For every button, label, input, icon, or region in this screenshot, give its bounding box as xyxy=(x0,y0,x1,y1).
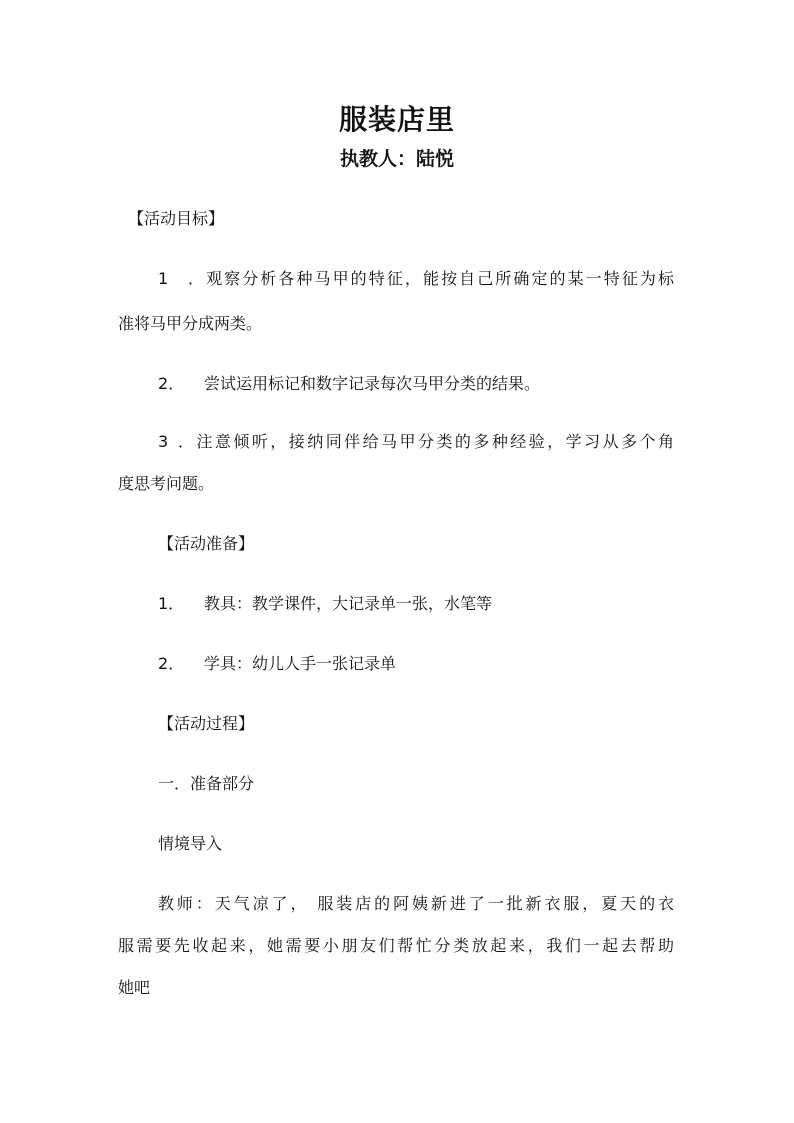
process-paragraph-line-2: 服需要先收起来，她需要小朋友们帮忙分类放起来，我们一起去帮助 xyxy=(118,936,674,955)
process-paragraph-line-1: 教师：天气凉了， 服装店的阿姨新进了一批新衣服，夏天的衣 xyxy=(158,894,674,913)
prep-item-1 xyxy=(158,592,492,616)
goal-item-2 xyxy=(158,372,540,396)
prep-item-2 xyxy=(158,652,396,676)
goal-item-3-number: 3． xyxy=(158,432,194,451)
process-subsection-1: 情境导入 xyxy=(158,834,223,853)
prep-item-2-number: 2． xyxy=(158,654,185,673)
process-section-1: 一．准备部分 xyxy=(158,774,255,793)
process-heading: 【活动过程】 xyxy=(158,714,255,733)
goal-item-3-line-2: 度思考问题。 xyxy=(118,474,215,493)
prep-heading: 【活动准备】 xyxy=(158,534,255,553)
goal-item-3-line-1 xyxy=(158,430,674,454)
goal-item-1-text: 观察分析各种马甲的特征，能按自己所确定的某一特征为标 xyxy=(204,269,674,288)
document-title: 服装店里 xyxy=(338,103,455,136)
goals-heading: 【活动目标】 xyxy=(128,209,225,228)
document-author: 执教人：陆悦 xyxy=(339,148,454,170)
goal-item-1-number: 1． xyxy=(158,269,204,288)
goal-item-1-line-1 xyxy=(158,267,674,291)
goal-item-2-number: 2． xyxy=(158,374,185,393)
prep-item-2-text: 学具：幼儿人手一张记录单 xyxy=(204,654,397,673)
goal-item-2-text: 尝试运用标记和数字记录每次马甲分类的结果。 xyxy=(204,374,541,393)
prep-item-1-text: 教具：教学课件，大记录单一张，水笔等 xyxy=(204,594,493,613)
goal-item-3-text: 注意倾听，接纳同伴给马甲分类的多种经验，学习从多个角 xyxy=(194,432,674,451)
goal-item-1-line-2: 准将马甲分成两类。 xyxy=(118,314,263,333)
process-paragraph-line-3: 她吧 xyxy=(118,978,151,997)
prep-item-1-number: 1． xyxy=(158,594,185,613)
